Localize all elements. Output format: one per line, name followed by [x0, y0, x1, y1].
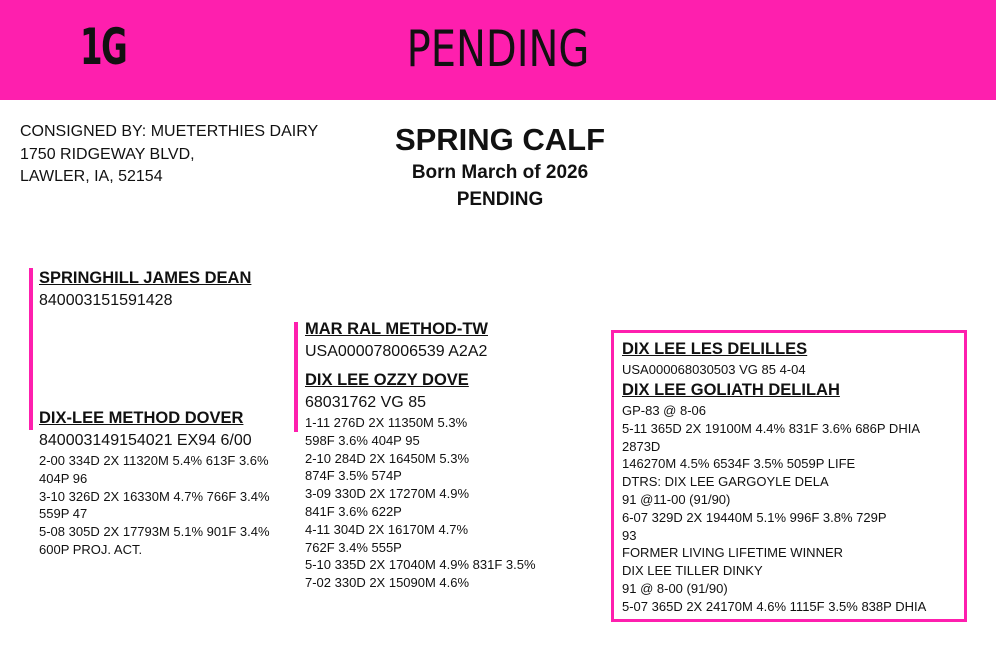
header-banner	[0, 0, 996, 100]
box-dam-line: DTRS: DIX LEE GARGOYLE DELA	[622, 474, 829, 490]
dam-id: 840003149154021 EX94 6/00	[39, 432, 252, 449]
dam-dam-record: 7-02 330D 2X 15090M 4.6%	[305, 575, 470, 591]
box-sire-id: USA000068030503 VG 85 4-04	[622, 362, 806, 377]
dam-name: DIX-LEE METHOD DOVER	[39, 409, 244, 427]
box-dam-line: 91 @11-00 (91/90)	[622, 491, 731, 507]
sire-line-bar	[29, 268, 33, 430]
dam-record: 3-10 326D 2X 16330M 4.7% 766F 3.4%	[39, 488, 270, 504]
consignor-address: 1750 RIDGEWAY BLVD,	[20, 145, 195, 163]
dam-sire-id: USA000078006539 A2A2	[305, 343, 488, 360]
box-dam-line: 2873D	[622, 438, 661, 454]
dam-dam-record: 598F 3.6% 404P 95	[305, 432, 420, 448]
dam-sire-block	[305, 319, 605, 363]
third-generation-box	[611, 330, 967, 622]
dam-record: 2-00 334D 2X 11320M 5.4% 613F 3.6%	[39, 453, 269, 468]
box-sire-name: DIX LEE LES DELILLES	[622, 340, 808, 358]
dam-block	[39, 408, 294, 559]
dam-dam-record: 4-11 304D 2X 16170M 4.7%	[305, 521, 469, 537]
dam-dam-record: 3-09 330D 2X 17270M 4.9%	[305, 486, 470, 502]
box-dam-line: GP-83 @ 8-06	[622, 403, 707, 418]
consignor-line: CONSIGNED BY: MUETERTHIES DAIRY	[20, 123, 319, 140]
dam-record: 404P 96	[39, 470, 88, 486]
animal-status: PENDING	[456, 189, 544, 210]
dam-record: 559P 47	[39, 506, 88, 522]
dam-dam-name: DIX LEE OZZY DOVE	[305, 371, 469, 389]
dam-record: 600P PROJ. ACT.	[39, 541, 143, 557]
consignor-city: LAWLER, IA, 52154	[20, 168, 163, 185]
consignor-block	[20, 121, 318, 189]
box-dam-line: 6-07 329D 2X 19440M 5.1% 996F 3.8% 729P	[622, 509, 887, 525]
box-dam-line: 5-07 365D 2X 24170M 4.6% 1115F 3.5% 838P DHIA	[622, 598, 927, 614]
box-dam-line: 91 @ 8-00 (91/90)	[622, 580, 728, 596]
sire-id: 840003151591428	[39, 292, 173, 309]
dam-dam-block	[305, 370, 605, 592]
dam-record: 5-08 305D 2X 17793M 5.1% 901F 3.4%	[39, 524, 270, 540]
box-dam-line: 93	[622, 527, 637, 543]
header-status: PENDING	[406, 20, 590, 78]
dam-dam-record: 5-10 335D 2X 17040M 4.9% 831F 3.5%	[305, 557, 536, 573]
dam-dam-record: 762F 3.4% 555P	[305, 539, 402, 555]
sire-name: SPRINGHILL JAMES DEAN	[39, 269, 252, 287]
box-dam-line: FORMER LIVING LIFETIME WINNER	[622, 545, 844, 561]
sire-block	[39, 268, 251, 312]
dam-dam-record: 1-11 276D 2X 11350M 5.3%	[305, 415, 468, 430]
dam-sire-name: MAR RAL METHOD-TW	[305, 320, 488, 338]
dam-dam-id: 68031762 VG 85	[305, 394, 426, 411]
box-dam-name: DIX LEE GOLIATH DELILAH	[622, 381, 840, 399]
dam-dam-record: 2-10 284D 2X 16450M 5.3%	[305, 450, 470, 466]
box-dam-line: 5-11 365D 2X 19100M 4.4% 831F 3.6% 686P DHIA	[622, 420, 920, 436]
animal-name: SPRING CALF	[394, 122, 606, 157]
dam-dam-record: 841F 3.6% 622P	[305, 503, 402, 519]
box-dam-line: DIX LEE TILLER DINKY	[622, 563, 763, 579]
dam-dam-record: 874F 3.5% 574P	[305, 468, 402, 484]
animal-title-block	[300, 121, 700, 213]
box-dam-line: 146270M 4.5% 6534F 3.5% 5059P LIFE	[622, 456, 856, 472]
animal-born: Born March of 2026	[411, 162, 589, 183]
dam-line-bar	[294, 322, 298, 432]
lot-number: 1G	[80, 18, 127, 76]
